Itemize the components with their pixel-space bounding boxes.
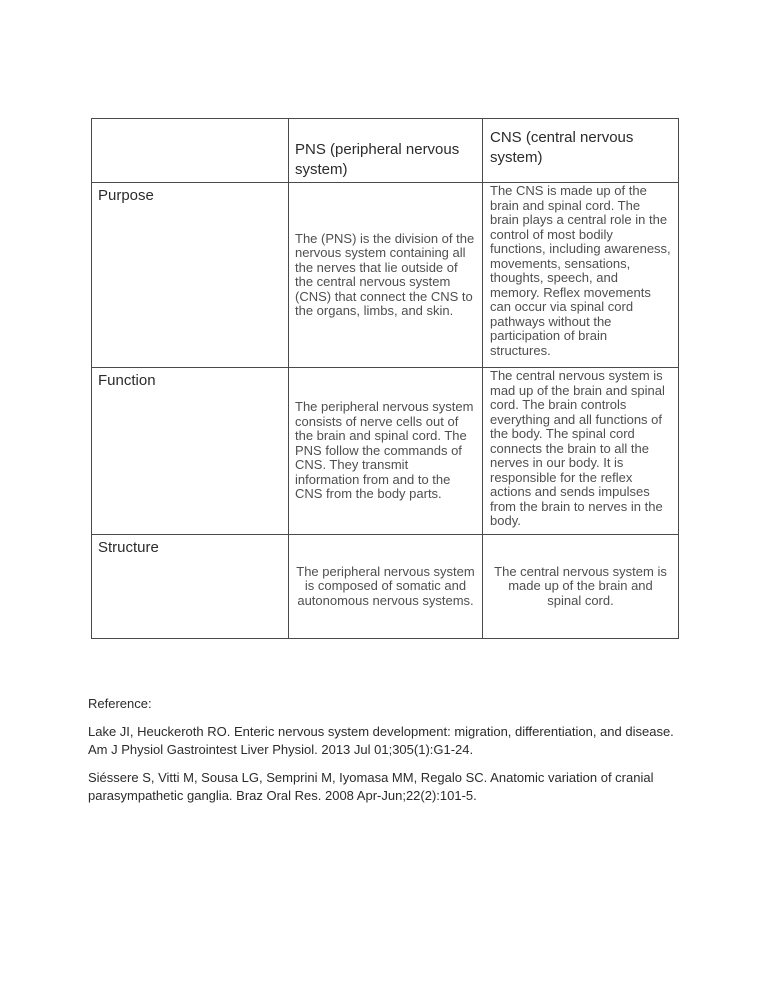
cell-function-pns: The peripheral nervous system consists of nerve cells out of the brain and spinal cord. The PNS follow the commands of CNS. They transmit information from and to the CNS from the body parts.: [289, 368, 483, 535]
reference-section: [88, 695, 683, 815]
table-header-row: [92, 119, 679, 183]
column-header-pns: PNS (peripheral nervous system): [289, 119, 483, 183]
cell-purpose-cns: The CNS is made up of the brain and spinal cord. The brain plays a central role in the control of most bodily functions, including awareness, movements, sensations, thoughts, speech, and memory. Reflex movements can occur via spinal cord pathways without the participation of brain structures.: [483, 183, 679, 368]
citation-2: Siéssere S, Vitti M, Sousa LG, Semprini M, Iyomasa MM, Regalo SC. Anatomic variation of cranial parasympathetic ganglia. Braz Oral Res. 2008 Apr-Jun;22(2):101-5.: [88, 770, 654, 803]
cell-function-cns: The central nervous system is mad up of the brain and spinal cord. The brain controls everything and all functions of the body. The spinal cord connects the brain to all the nerves in our body. It is responsible for the reflex actions and sends impulses from the brain to nerves in the body.: [483, 368, 679, 535]
cell-structure-cns: The central nervous system is made up of the brain and spinal cord.: [483, 535, 679, 639]
header-blank-cell: [92, 119, 289, 183]
comparison-table: [91, 118, 679, 639]
row-label-purpose: Purpose: [92, 183, 289, 368]
reference-heading: Reference:: [88, 696, 152, 711]
row-label-function: Function: [92, 368, 289, 535]
table-row-structure: [92, 535, 679, 639]
column-header-cns: CNS (central nervous system): [483, 119, 679, 183]
table-row-function: [92, 368, 679, 535]
cell-purpose-pns: The (PNS) is the division of the nervous system containing all the nerves that lie outside of the central nervous system (CNS) that connect the CNS to the organs, limbs, and skin.: [289, 183, 483, 368]
table-row-purpose: [92, 183, 679, 368]
citation-1: Lake JI, Heuckeroth RO. Enteric nervous system development: migration, differentiation, and disease. Am J Physiol Gastrointest Liver Physiol. 2013 Jul 01;305(1):G1-24.: [88, 724, 674, 757]
row-label-structure: Structure: [92, 535, 289, 639]
cell-structure-pns: The peripheral nervous system is composed of somatic and autonomous nervous systems.: [289, 535, 483, 639]
